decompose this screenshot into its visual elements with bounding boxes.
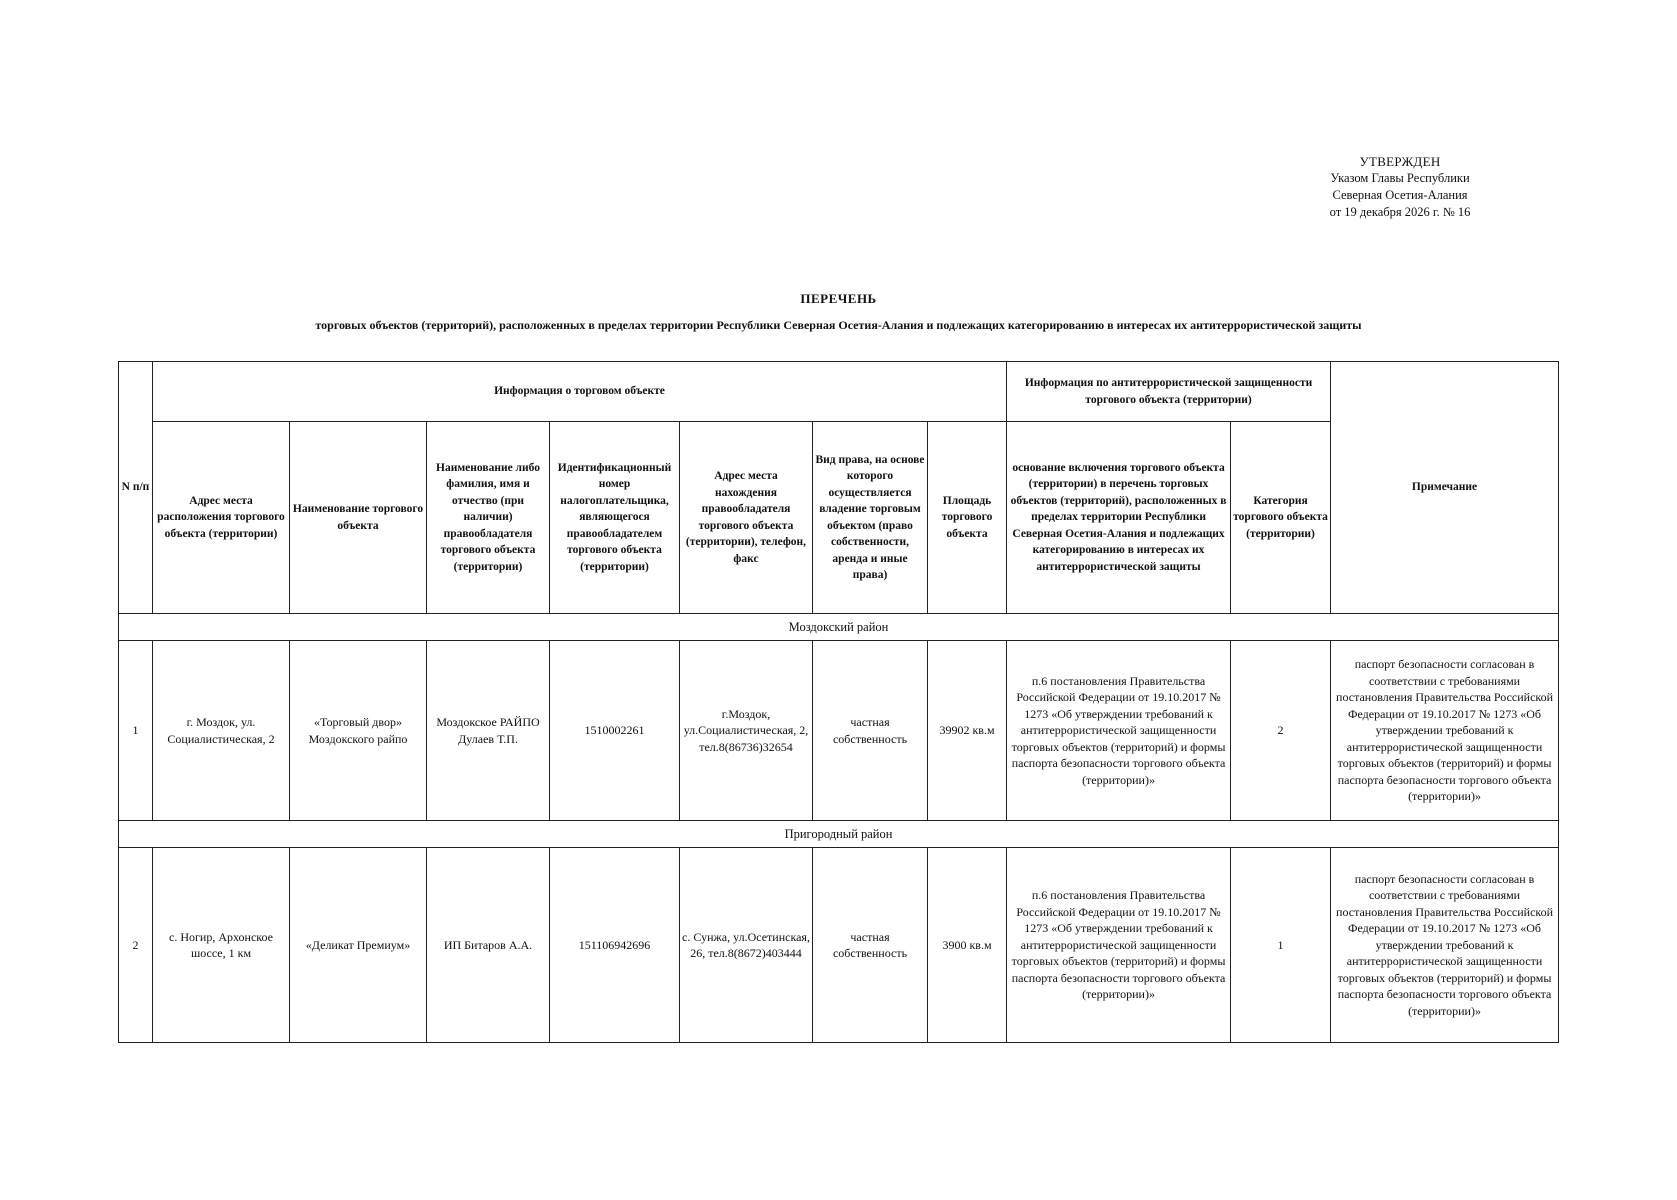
region-row <box>119 821 1559 848</box>
header-owner: Наименование либо фамилия, имя и отчество (при наличии) правообладателя торгового объекта (территории) <box>427 422 550 614</box>
document-subtitle: торговых объектов (территорий), расположенных в пределах территории Республики Северная Осетия-Алания и подлежащих категорированию в интересах их антитеррористической защиты <box>315 318 1362 332</box>
header-address: Адрес места расположения торгового объекта (территории) <box>153 422 290 614</box>
cell-category: 1 <box>1231 848 1331 1043</box>
cell-inn: 151106942696 <box>550 848 680 1043</box>
table-row <box>119 848 1559 1043</box>
document-title: ПЕРЕЧЕНЬ <box>800 291 877 306</box>
group-header-row <box>119 362 1559 422</box>
cell-owner-address: с. Сунжа, ул.Осетинская, 26, тел.8(8672)403444 <box>680 848 813 1043</box>
group-header-object-info: Информация о торговом объекте <box>153 362 1007 422</box>
cell-right: частная собственность <box>813 848 928 1043</box>
cell-note: паспорт безопасности согласован в соответствии с требованиями постановления Правительства Российской Федерации от 19.10.2017 № 1273 «Об утверждении требований к антитеррористической защищенности торговых объектов (территорий) и формы паспорта безопасности торгового объекта (территории)» <box>1331 641 1559 821</box>
approval-stamp <box>1300 153 1500 221</box>
approval-line: Северная Осетия-Алания <box>1332 188 1468 202</box>
cell-basis: п.6 постановления Правительства Российской Федерации от 19.10.2017 № 1273 «Об утверждении требований к антитеррористической защищенности торговых объектов (территорий) и формы паспорта безопасности торгового объекта (территории)» <box>1007 641 1231 821</box>
region-row <box>119 614 1559 641</box>
cell-inn: 1510002261 <box>550 641 680 821</box>
header-num: N п/п <box>119 362 153 614</box>
cell-address: г. Моздок, ул. Социалистическая, 2 <box>153 641 290 821</box>
header-area: Площадь торгового объекта <box>928 422 1007 614</box>
header-basis: основание включения торгового объекта (территории) в перечень торговых объектов (территорий), расположенных в пределах территории Республики Северная Осетия-Алания и подлежащих категорированию в интересах их антитеррористической защиты <box>1007 422 1231 614</box>
cell-basis: п.6 постановления Правительства Российской Федерации от 19.10.2017 № 1273 «Об утверждении требований к антитеррористической защищенности торговых объектов (территорий) и формы паспорта безопасности торгового объекта (территории)» <box>1007 848 1231 1043</box>
approval-date: от 19 декабря 2026 г. № 16 <box>1329 205 1471 219</box>
table-row <box>119 641 1559 821</box>
header-owner-address: Адрес места нахождения правообладателя торгового объекта (территории), телефон, факс <box>680 422 813 614</box>
approval-heading: УТВЕРЖДЕН <box>1359 154 1441 169</box>
cell-num: 2 <box>119 848 153 1043</box>
registry-table <box>118 361 1559 1043</box>
cell-name: «Деликат Премиум» <box>290 848 427 1043</box>
cell-category: 2 <box>1231 641 1331 821</box>
header-right: Вид права, на основе которого осуществляется владение торговым объектом (право собственности, аренда и иные права) <box>813 422 928 614</box>
group-header-security-info: Информация по антитеррористической защищенности торгового объекта (территории) <box>1007 362 1331 422</box>
cell-address: с. Ногир, Архонское шоссе, 1 км <box>153 848 290 1043</box>
cell-right: частная собственность <box>813 641 928 821</box>
header-note: Примечание <box>1331 362 1559 614</box>
header-category: Категория торгового объекта (территории) <box>1231 422 1331 614</box>
approval-line: Указом Главы Республики <box>1330 171 1470 185</box>
header-inn: Идентификационный номер налогоплательщика, являющегося правообладателем торгового объекта (территории) <box>550 422 680 614</box>
region-name: Моздокский район <box>119 614 1559 641</box>
region-name: Пригородный район <box>119 821 1559 848</box>
cell-name: «Торговый двор» Моздокского райпо <box>290 641 427 821</box>
cell-area: 3900 кв.м <box>928 848 1007 1043</box>
header-name: Наименование торгового объекта <box>290 422 427 614</box>
cell-owner-address: г.Моздок, ул.Социалистическая, 2, тел.8(86736)32654 <box>680 641 813 821</box>
cell-area: 39902 кв.м <box>928 641 1007 821</box>
cell-owner: ИП Битаров А.А. <box>427 848 550 1043</box>
cell-note: паспорт безопасности согласован в соответствии с требованиями постановления Правительства Российской Федерации от 19.10.2017 № 1273 «Об утверждении требований к антитеррористической защищенности торговых объектов (территорий) и формы паспорта безопасности торгового объекта (территории)» <box>1331 848 1559 1043</box>
cell-owner: Моздокское РАЙПО Дулаев Т.П. <box>427 641 550 821</box>
cell-num: 1 <box>119 641 153 821</box>
